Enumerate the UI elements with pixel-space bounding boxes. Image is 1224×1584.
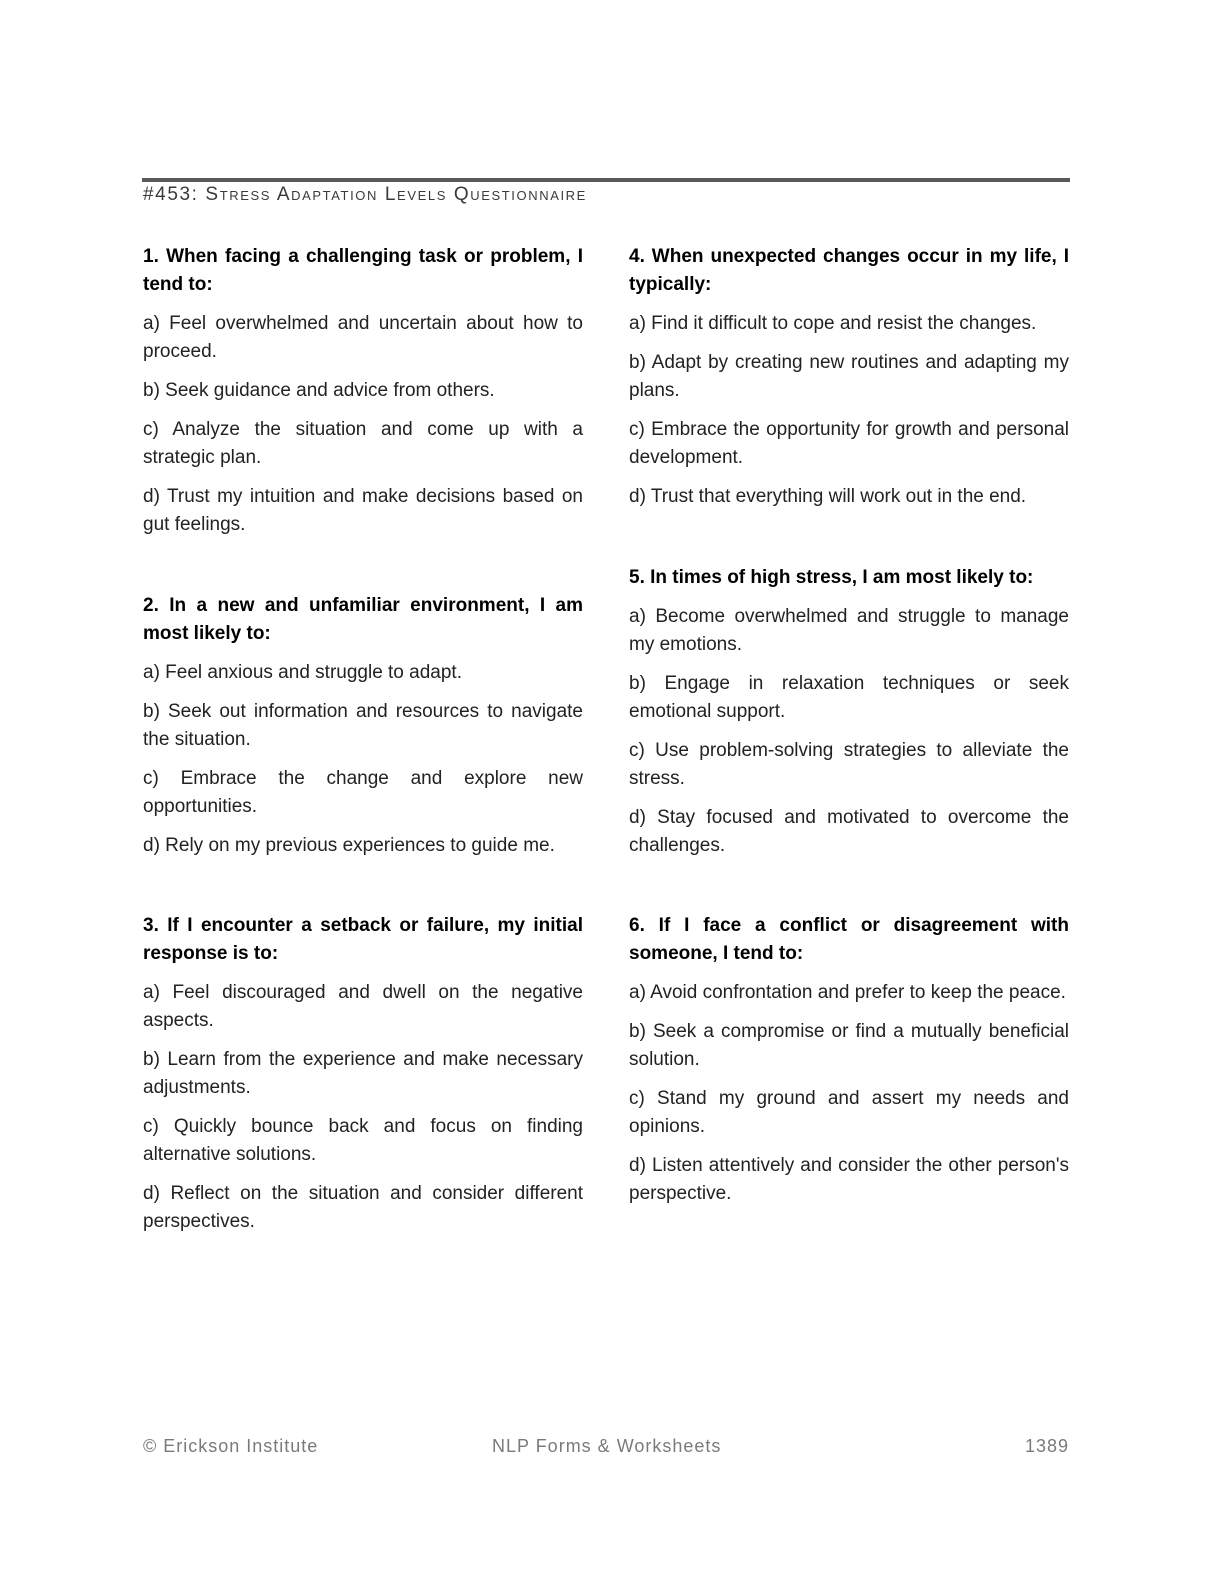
page-title: #453: Stress Adaptation Levels Questionnaire [143, 184, 587, 205]
option-a: a) Avoid confrontation and prefer to keep the peace. [629, 982, 1066, 1003]
option-c: c) Quickly bounce back and focus on finding alternative solutions. [143, 1116, 583, 1165]
option-c: c) Analyze the situation and come up with a strategic plan. [143, 419, 583, 468]
question-3 [143, 912, 583, 1247]
option-c: c) Stand my ground and assert my needs and opinions. [629, 1088, 1069, 1137]
option-b: b) Learn from the experience and make necessary adjustments. [143, 1049, 583, 1098]
option-c: c) Embrace the opportunity for growth and personal development. [629, 419, 1069, 468]
option-d: d) Listen attentively and consider the other person's perspective. [629, 1155, 1069, 1204]
option-a: a) Find it difficult to cope and resist the changes. [629, 313, 1037, 334]
question-2 [143, 592, 583, 871]
option-b: b) Engage in relaxation techniques or seek emotional support. [629, 673, 1069, 722]
option-c: c) Use problem-solving strategies to alleviate the stress. [629, 740, 1069, 789]
option-a: a) Feel anxious and struggle to adapt. [143, 662, 462, 683]
option-a: a) Become overwhelmed and struggle to manage my emotions. [629, 606, 1069, 655]
question-5 [629, 564, 1069, 871]
question-heading: 5. In times of high stress, I am most likely to: [629, 567, 1034, 588]
option-d: d) Trust my intuition and make decisions based on gut feelings. [143, 486, 583, 535]
question-heading: 1. When facing a challenging task or problem, I tend to: [143, 246, 583, 295]
option-d: d) Rely on my previous experiences to guide me. [143, 835, 555, 856]
option-a: a) Feel discouraged and dwell on the negative aspects. [143, 982, 583, 1031]
option-d: d) Trust that everything will work out in the end. [629, 486, 1027, 507]
question-6 [629, 912, 1069, 1219]
option-d: d) Reflect on the situation and consider different perspectives. [143, 1183, 583, 1232]
question-heading: 2. In a new and unfamiliar environment, I am most likely to: [143, 595, 583, 644]
header-rule [142, 178, 1070, 182]
question-1 [143, 243, 583, 550]
question-heading: 4. When unexpected changes occur in my life, I typically: [629, 246, 1069, 295]
option-b: b) Adapt by creating new routines and adapting my plans. [629, 352, 1069, 401]
page-number: 1389 [1024, 1436, 1069, 1456]
footer-book-title: NLP Forms & Worksheets [492, 1436, 722, 1456]
question-heading: 6. If I face a conflict or disagreement with someone, I tend to: [629, 915, 1069, 964]
option-b: b) Seek guidance and advice from others. [143, 380, 495, 401]
option-b: b) Seek out information and resources to navigate the situation. [143, 701, 583, 750]
footer-copyright: © Erickson Institute [143, 1436, 319, 1456]
option-a: a) Feel overwhelmed and uncertain about how to proceed. [143, 313, 583, 362]
option-c: c) Embrace the change and explore new opportunities. [143, 768, 583, 817]
question-4 [629, 243, 1069, 522]
option-b: b) Seek a compromise or find a mutually beneficial solution. [629, 1021, 1069, 1070]
option-d: d) Stay focused and motivated to overcome the challenges. [629, 807, 1069, 856]
question-heading: 3. If I encounter a setback or failure, my initial response is to: [143, 915, 583, 964]
